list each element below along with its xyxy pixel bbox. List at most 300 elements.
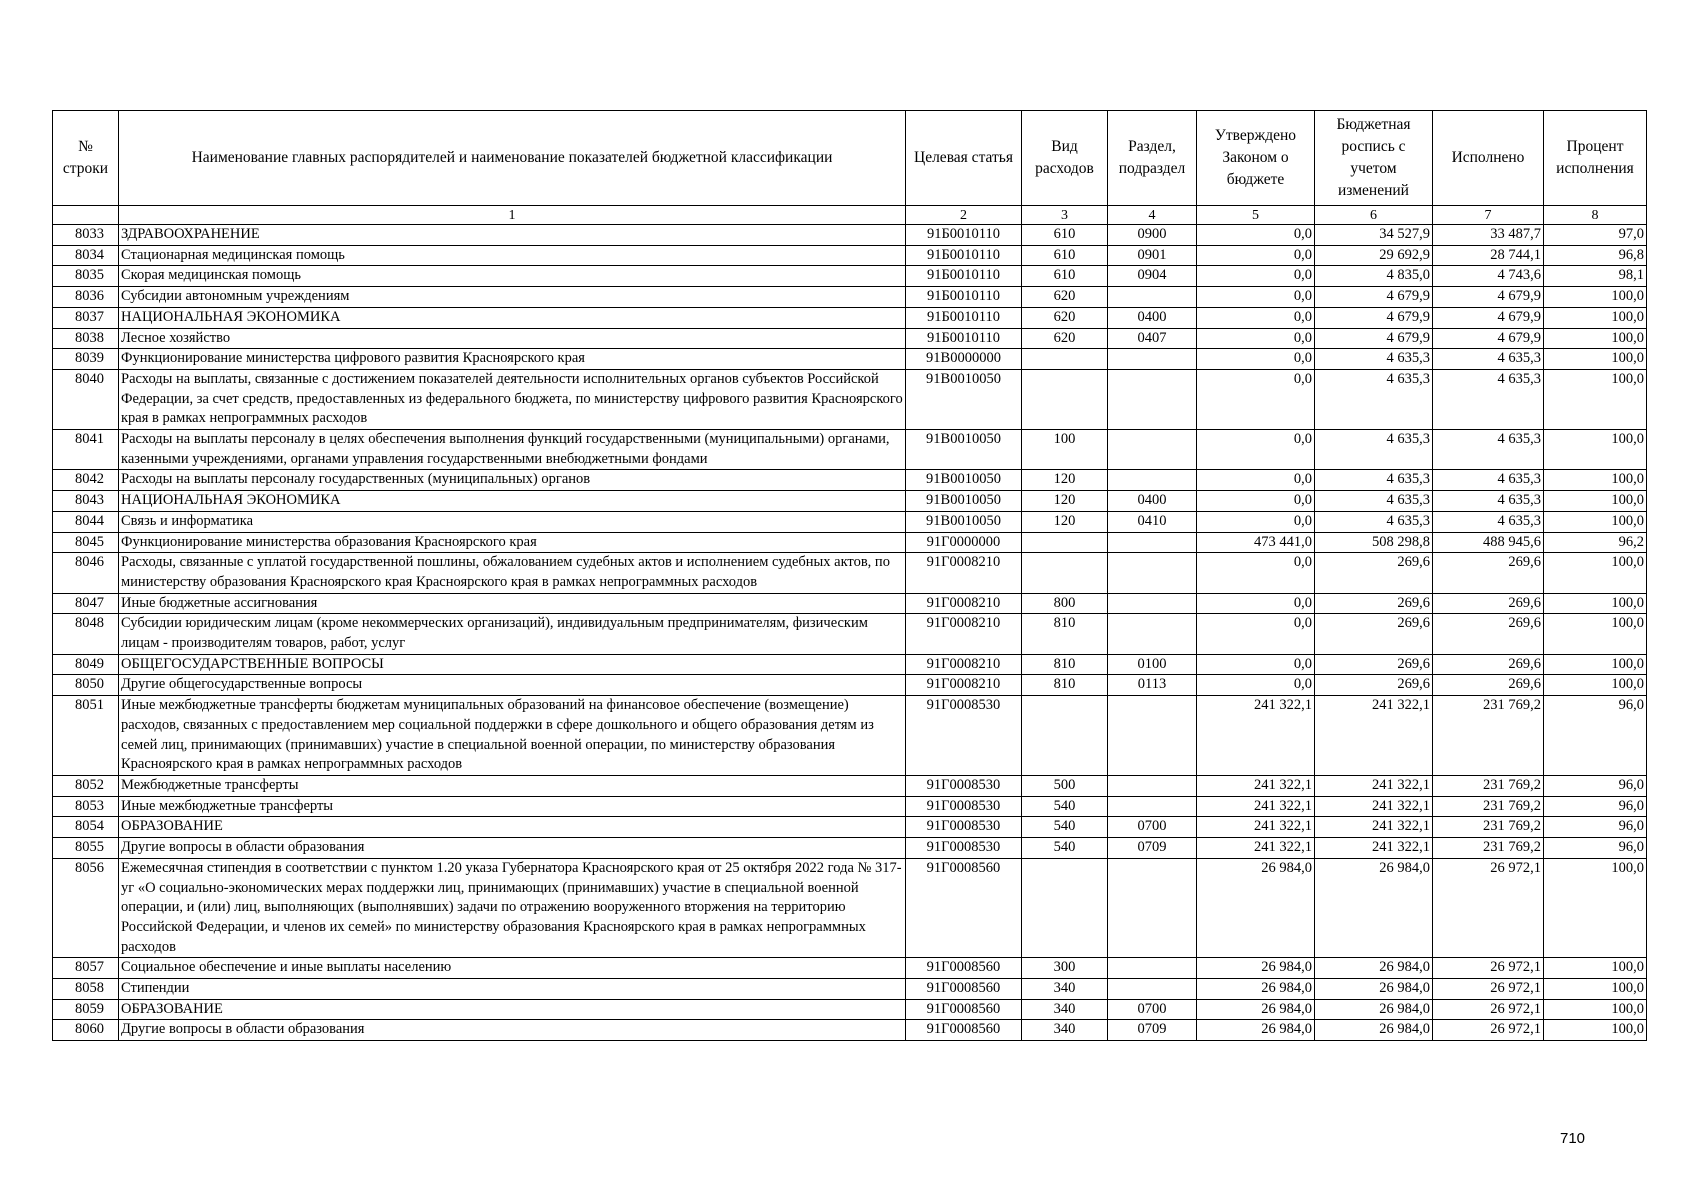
- target-article-cell: 91Г0008560: [906, 979, 1022, 1000]
- table-body: [53, 225, 1647, 1041]
- table-row: [53, 817, 1647, 838]
- percent-cell: 100,0: [1544, 369, 1647, 429]
- executed-cell: 26 972,1: [1433, 958, 1544, 979]
- section-cell: [1108, 958, 1197, 979]
- table-row: [53, 369, 1647, 429]
- percent-cell: 100,0: [1544, 430, 1647, 470]
- budget-list-cell: 4 635,3: [1315, 470, 1433, 491]
- approved-cell: 0,0: [1197, 266, 1315, 287]
- section-cell: [1108, 532, 1197, 553]
- header-cell-target-article: Целевая статья: [906, 111, 1022, 206]
- row-number-cell: 8060: [53, 1020, 119, 1041]
- budget-list-cell: 241 322,1: [1315, 838, 1433, 859]
- expense-type-cell: 810: [1022, 614, 1108, 654]
- approved-cell: 0,0: [1197, 430, 1315, 470]
- executed-cell: 26 972,1: [1433, 1020, 1544, 1041]
- budget-list-cell: 34 527,9: [1315, 225, 1433, 246]
- name-cell: Функционирование министерства образования Красноярского края: [119, 532, 906, 553]
- approved-cell: 0,0: [1197, 225, 1315, 246]
- percent-cell: 100,0: [1544, 553, 1647, 593]
- target-article-cell: 91Г0008210: [906, 614, 1022, 654]
- row-number-cell: 8048: [53, 614, 119, 654]
- expense-type-cell: 340: [1022, 1020, 1108, 1041]
- name-cell: Социальное обеспечение и иные выплаты населению: [119, 958, 906, 979]
- approved-cell: 26 984,0: [1197, 979, 1315, 1000]
- target-article-cell: 91В0010050: [906, 470, 1022, 491]
- header-cell-section: Раздел, подраздел: [1108, 111, 1197, 206]
- percent-cell: 100,0: [1544, 470, 1647, 491]
- budget-list-cell: 269,6: [1315, 553, 1433, 593]
- budget-list-cell: 4 679,9: [1315, 328, 1433, 349]
- section-cell: 0410: [1108, 511, 1197, 532]
- approved-cell: 0,0: [1197, 491, 1315, 512]
- executed-cell: 26 972,1: [1433, 979, 1544, 1000]
- percent-cell: 100,0: [1544, 958, 1647, 979]
- name-cell: Другие общегосударственные вопросы: [119, 675, 906, 696]
- name-cell: Расходы на выплаты персоналу в целях обеспечения выполнения функций государственными (муниципальными) органами, казенными учреждениями, органами управления государственными внебюджетными фондами: [119, 430, 906, 470]
- row-number-cell: 8049: [53, 654, 119, 675]
- row-number-cell: 8035: [53, 266, 119, 287]
- name-cell: Иные межбюджетные трансферты бюджетам муниципальных образований на финансовое обеспечение (возмещение) расходов, связанных с предоставлением мер социальной поддержки в сфере дошкольного и общего образования детям из семей лиц, принимающих (принимавших) участие в специальной военной операции, по министерству образования Красноярского края в рамках непрограммных расходов: [119, 696, 906, 776]
- percent-cell: 100,0: [1544, 511, 1647, 532]
- expense-type-cell: 620: [1022, 287, 1108, 308]
- table-row: [53, 511, 1647, 532]
- approved-cell: 0,0: [1197, 245, 1315, 266]
- column-number: 4: [1108, 206, 1197, 225]
- table-row: [53, 307, 1647, 328]
- expense-type-cell: 300: [1022, 958, 1108, 979]
- section-cell: [1108, 858, 1197, 958]
- row-number-cell: 8047: [53, 593, 119, 614]
- header-cell-name: Наименование главных распорядителей и наименование показателей бюджетной классификации: [119, 111, 906, 206]
- section-cell: [1108, 696, 1197, 776]
- expense-type-cell: [1022, 696, 1108, 776]
- target-article-cell: 91Б0010110: [906, 266, 1022, 287]
- header-cell-expense-type: Вид расходов: [1022, 111, 1108, 206]
- approved-cell: 0,0: [1197, 307, 1315, 328]
- row-number-cell: 8041: [53, 430, 119, 470]
- expense-type-cell: [1022, 553, 1108, 593]
- budget-list-cell: 4 635,3: [1315, 511, 1433, 532]
- executed-cell: 269,6: [1433, 614, 1544, 654]
- name-cell: Иные бюджетные ассигнования: [119, 593, 906, 614]
- table-row: [53, 349, 1647, 370]
- table-row: [53, 328, 1647, 349]
- target-article-cell: 91Г0008210: [906, 675, 1022, 696]
- budget-list-cell: 4 635,3: [1315, 349, 1433, 370]
- approved-cell: 241 322,1: [1197, 696, 1315, 776]
- expense-type-cell: 610: [1022, 225, 1108, 246]
- target-article-cell: 91Г0008560: [906, 1020, 1022, 1041]
- approved-cell: 0,0: [1197, 593, 1315, 614]
- table-row: [53, 775, 1647, 796]
- row-number-cell: 8038: [53, 328, 119, 349]
- budget-list-cell: 4 679,9: [1315, 307, 1433, 328]
- expense-type-cell: 500: [1022, 775, 1108, 796]
- executed-cell: 269,6: [1433, 553, 1544, 593]
- name-cell: Стационарная медицинская помощь: [119, 245, 906, 266]
- executed-cell: 269,6: [1433, 675, 1544, 696]
- section-cell: [1108, 796, 1197, 817]
- name-cell: Стипендии: [119, 979, 906, 1000]
- row-number-cell: 8033: [53, 225, 119, 246]
- name-cell: Другие вопросы в области образования: [119, 838, 906, 859]
- section-cell: [1108, 349, 1197, 370]
- expense-type-cell: 540: [1022, 796, 1108, 817]
- row-number-cell: 8057: [53, 958, 119, 979]
- budget-list-cell: 26 984,0: [1315, 858, 1433, 958]
- name-cell: Расходы на выплаты, связанные с достижением показателей деятельности исполнительных органов субъектов Российской Федерации, за счет средств, предоставленных из федерального бюджета, по министерству цифрового развития Красноярского края в рамках непрограммных расходов: [119, 369, 906, 429]
- approved-cell: 0,0: [1197, 470, 1315, 491]
- target-article-cell: 91Б0010110: [906, 225, 1022, 246]
- header-row: [53, 111, 1647, 206]
- expense-type-cell: 610: [1022, 266, 1108, 287]
- percent-cell: 96,0: [1544, 775, 1647, 796]
- target-article-cell: 91Г0008530: [906, 775, 1022, 796]
- section-cell: 0709: [1108, 838, 1197, 859]
- percent-cell: 100,0: [1544, 979, 1647, 1000]
- name-cell: Ежемесячная стипендия в соответствии с пунктом 1.20 указа Губернатора Красноярского края от 25 октября 2022 года № 317-уг «О социально-экономических мерах поддержки лиц, принимающих (принимавших) участие в специальной военной операции, и (или) лиц, выполняющих (выполнявших) задачи по отражению вооруженного вторжения на территорию Российской Федерации, и членов их семей» по министерству образования Красноярского края в рамках непрограммных расходов: [119, 858, 906, 958]
- name-cell: Субсидии автономным учреждениям: [119, 287, 906, 308]
- executed-cell: 4 635,3: [1433, 491, 1544, 512]
- column-number: 6: [1315, 206, 1433, 225]
- executed-cell: 4 635,3: [1433, 470, 1544, 491]
- target-article-cell: 91Б0010110: [906, 245, 1022, 266]
- expense-type-cell: 120: [1022, 491, 1108, 512]
- name-cell: Лесное хозяйство: [119, 328, 906, 349]
- table-row: [53, 654, 1647, 675]
- approved-cell: 0,0: [1197, 287, 1315, 308]
- section-cell: [1108, 553, 1197, 593]
- percent-cell: 100,0: [1544, 287, 1647, 308]
- budget-list-cell: 508 298,8: [1315, 532, 1433, 553]
- approved-cell: 0,0: [1197, 654, 1315, 675]
- approved-cell: 26 984,0: [1197, 958, 1315, 979]
- header-cell-budget-list: Бюджетная роспись с учетом изменений: [1315, 111, 1433, 206]
- expense-type-cell: [1022, 349, 1108, 370]
- table-row: [53, 796, 1647, 817]
- target-article-cell: 91В0000000: [906, 349, 1022, 370]
- name-cell: ОБРАЗОВАНИЕ: [119, 817, 906, 838]
- section-cell: 0901: [1108, 245, 1197, 266]
- executed-cell: 231 769,2: [1433, 775, 1544, 796]
- executed-cell: 269,6: [1433, 654, 1544, 675]
- target-article-cell: 91Г0008560: [906, 958, 1022, 979]
- row-number-cell: 8043: [53, 491, 119, 512]
- expense-type-cell: 810: [1022, 654, 1108, 675]
- percent-cell: 100,0: [1544, 328, 1647, 349]
- approved-cell: 0,0: [1197, 675, 1315, 696]
- approved-cell: 0,0: [1197, 369, 1315, 429]
- approved-cell: 0,0: [1197, 511, 1315, 532]
- name-cell: Скорая медицинская помощь: [119, 266, 906, 287]
- expense-type-cell: 340: [1022, 999, 1108, 1020]
- executed-cell: 231 769,2: [1433, 838, 1544, 859]
- section-cell: 0400: [1108, 491, 1197, 512]
- target-article-cell: 91В0010050: [906, 511, 1022, 532]
- budget-list-cell: 4 635,3: [1315, 430, 1433, 470]
- target-article-cell: 91Г0008210: [906, 654, 1022, 675]
- column-number: 8: [1544, 206, 1647, 225]
- expense-type-cell: [1022, 532, 1108, 553]
- section-cell: 0113: [1108, 675, 1197, 696]
- table-row: [53, 614, 1647, 654]
- section-cell: 0100: [1108, 654, 1197, 675]
- percent-cell: 100,0: [1544, 858, 1647, 958]
- executed-cell: 269,6: [1433, 593, 1544, 614]
- target-article-cell: 91В0010050: [906, 369, 1022, 429]
- name-cell: Расходы на выплаты персоналу государственных (муниципальных) органов: [119, 470, 906, 491]
- approved-cell: 0,0: [1197, 328, 1315, 349]
- table-row: [53, 266, 1647, 287]
- header-cell-approved: Утверждено Законом о бюджете: [1197, 111, 1315, 206]
- name-cell: Расходы, связанные с уплатой государственной пошлины, обжалованием судебных актов и исполнением судебных актов, по министерству образования Красноярского края Красноярского края в рамках непрограммных расходов: [119, 553, 906, 593]
- header-cell-executed: Исполнено: [1433, 111, 1544, 206]
- section-cell: [1108, 775, 1197, 796]
- percent-cell: 100,0: [1544, 491, 1647, 512]
- section-cell: 0904: [1108, 266, 1197, 287]
- section-cell: [1108, 287, 1197, 308]
- table-row: [53, 999, 1647, 1020]
- name-cell: Другие вопросы в области образования: [119, 1020, 906, 1041]
- target-article-cell: 91Г0008210: [906, 593, 1022, 614]
- approved-cell: 0,0: [1197, 349, 1315, 370]
- budget-list-cell: 4 635,3: [1315, 491, 1433, 512]
- expense-type-cell: 810: [1022, 675, 1108, 696]
- row-number-cell: 8042: [53, 470, 119, 491]
- expense-type-cell: 120: [1022, 470, 1108, 491]
- percent-cell: 100,0: [1544, 654, 1647, 675]
- row-number-cell: 8055: [53, 838, 119, 859]
- column-number: 2: [906, 206, 1022, 225]
- executed-cell: 4 743,6: [1433, 266, 1544, 287]
- expense-type-cell: 610: [1022, 245, 1108, 266]
- expense-type-cell: [1022, 369, 1108, 429]
- percent-cell: 100,0: [1544, 593, 1647, 614]
- budget-list-cell: 269,6: [1315, 675, 1433, 696]
- budget-list-cell: 26 984,0: [1315, 979, 1433, 1000]
- name-cell: ЗДРАВООХРАНЕНИЕ: [119, 225, 906, 246]
- executed-cell: 28 744,1: [1433, 245, 1544, 266]
- percent-cell: 100,0: [1544, 349, 1647, 370]
- section-cell: [1108, 430, 1197, 470]
- table-row: [53, 287, 1647, 308]
- budget-list-cell: 26 984,0: [1315, 999, 1433, 1020]
- row-number-cell: 8034: [53, 245, 119, 266]
- approved-cell: 0,0: [1197, 553, 1315, 593]
- table-row: [53, 858, 1647, 958]
- section-cell: 0400: [1108, 307, 1197, 328]
- percent-cell: 96,0: [1544, 696, 1647, 776]
- row-number-cell: 8039: [53, 349, 119, 370]
- table-row: [53, 675, 1647, 696]
- executed-cell: 231 769,2: [1433, 817, 1544, 838]
- approved-cell: 0,0: [1197, 614, 1315, 654]
- target-article-cell: 91Г0008560: [906, 858, 1022, 958]
- target-article-cell: 91В0010050: [906, 491, 1022, 512]
- expense-type-cell: 540: [1022, 838, 1108, 859]
- table-header: [53, 111, 1647, 225]
- section-cell: 0700: [1108, 999, 1197, 1020]
- section-cell: 0700: [1108, 817, 1197, 838]
- percent-cell: 96,0: [1544, 796, 1647, 817]
- percent-cell: 100,0: [1544, 675, 1647, 696]
- section-cell: [1108, 979, 1197, 1000]
- budget-list-cell: 269,6: [1315, 593, 1433, 614]
- column-number: 3: [1022, 206, 1108, 225]
- percent-cell: 96,2: [1544, 532, 1647, 553]
- percent-cell: 96,0: [1544, 817, 1647, 838]
- percent-cell: 97,0: [1544, 225, 1647, 246]
- name-cell: Иные межбюджетные трансферты: [119, 796, 906, 817]
- section-cell: [1108, 470, 1197, 491]
- percent-cell: 100,0: [1544, 614, 1647, 654]
- name-cell: Субсидии юридическим лицам (кроме некоммерческих организаций), индивидуальным предпринимателям, физическим лицам - производителям товаров, работ, услуг: [119, 614, 906, 654]
- executed-cell: 488 945,6: [1433, 532, 1544, 553]
- budget-list-cell: 269,6: [1315, 654, 1433, 675]
- approved-cell: 241 322,1: [1197, 817, 1315, 838]
- expense-type-cell: 800: [1022, 593, 1108, 614]
- section-cell: [1108, 369, 1197, 429]
- percent-cell: 98,1: [1544, 266, 1647, 287]
- approved-cell: 26 984,0: [1197, 999, 1315, 1020]
- executed-cell: 4 635,3: [1433, 349, 1544, 370]
- table-row: [53, 593, 1647, 614]
- section-cell: 0709: [1108, 1020, 1197, 1041]
- executed-cell: 4 635,3: [1433, 369, 1544, 429]
- approved-cell: 26 984,0: [1197, 1020, 1315, 1041]
- budget-table: [52, 110, 1647, 1041]
- target-article-cell: 91Б0010110: [906, 328, 1022, 349]
- executed-cell: 33 487,7: [1433, 225, 1544, 246]
- budget-list-cell: 29 692,9: [1315, 245, 1433, 266]
- table-row: [53, 532, 1647, 553]
- target-article-cell: 91Г0000000: [906, 532, 1022, 553]
- table-row: [53, 979, 1647, 1000]
- name-cell: НАЦИОНАЛЬНАЯ ЭКОНОМИКА: [119, 491, 906, 512]
- expense-type-cell: [1022, 858, 1108, 958]
- table-row: [53, 553, 1647, 593]
- name-cell: ОБЩЕГОСУДАРСТВЕННЫЕ ВОПРОСЫ: [119, 654, 906, 675]
- column-number: 1: [119, 206, 906, 225]
- section-cell: 0407: [1108, 328, 1197, 349]
- budget-list-cell: 241 322,1: [1315, 817, 1433, 838]
- table-row: [53, 491, 1647, 512]
- approved-cell: 241 322,1: [1197, 775, 1315, 796]
- table-row: [53, 225, 1647, 246]
- column-number: [53, 206, 119, 225]
- target-article-cell: 91Г0008210: [906, 553, 1022, 593]
- budget-list-cell: 241 322,1: [1315, 696, 1433, 776]
- target-article-cell: 91Б0010110: [906, 287, 1022, 308]
- row-number-cell: 8054: [53, 817, 119, 838]
- budget-list-cell: 4 679,9: [1315, 287, 1433, 308]
- executed-cell: 4 635,3: [1433, 511, 1544, 532]
- table-row: [53, 1020, 1647, 1041]
- column-number: 5: [1197, 206, 1315, 225]
- percent-cell: 100,0: [1544, 307, 1647, 328]
- name-cell: Функционирование министерства цифрового развития Красноярского края: [119, 349, 906, 370]
- page-number: 710: [1560, 1130, 1586, 1147]
- percent-cell: 96,0: [1544, 838, 1647, 859]
- header-cell-percent: Процент исполнения: [1544, 111, 1647, 206]
- budget-list-cell: 4 635,3: [1315, 369, 1433, 429]
- target-article-cell: 91Б0010110: [906, 307, 1022, 328]
- name-cell: НАЦИОНАЛЬНАЯ ЭКОНОМИКА: [119, 307, 906, 328]
- executed-cell: 26 972,1: [1433, 858, 1544, 958]
- section-cell: [1108, 593, 1197, 614]
- target-article-cell: 91Г0008530: [906, 696, 1022, 776]
- budget-list-cell: 26 984,0: [1315, 958, 1433, 979]
- approved-cell: 241 322,1: [1197, 838, 1315, 859]
- target-article-cell: 91В0010050: [906, 430, 1022, 470]
- approved-cell: 473 441,0: [1197, 532, 1315, 553]
- expense-type-cell: 620: [1022, 307, 1108, 328]
- row-number-cell: 8052: [53, 775, 119, 796]
- row-number-cell: 8053: [53, 796, 119, 817]
- executed-cell: 231 769,2: [1433, 796, 1544, 817]
- name-cell: ОБРАЗОВАНИЕ: [119, 999, 906, 1020]
- row-number-cell: 8050: [53, 675, 119, 696]
- expense-type-cell: 100: [1022, 430, 1108, 470]
- budget-list-cell: 241 322,1: [1315, 796, 1433, 817]
- percent-cell: 96,8: [1544, 245, 1647, 266]
- section-cell: 0900: [1108, 225, 1197, 246]
- executed-cell: 4 679,9: [1433, 307, 1544, 328]
- percent-cell: 100,0: [1544, 999, 1647, 1020]
- table-row: [53, 245, 1647, 266]
- row-number-cell: 8044: [53, 511, 119, 532]
- percent-cell: 100,0: [1544, 1020, 1647, 1041]
- target-article-cell: 91Г0008560: [906, 999, 1022, 1020]
- expense-type-cell: 340: [1022, 979, 1108, 1000]
- table-row: [53, 696, 1647, 776]
- row-number-cell: 8037: [53, 307, 119, 328]
- row-number-cell: 8056: [53, 858, 119, 958]
- section-cell: [1108, 614, 1197, 654]
- executed-cell: 231 769,2: [1433, 696, 1544, 776]
- executed-cell: 4 679,9: [1433, 328, 1544, 349]
- executed-cell: 26 972,1: [1433, 999, 1544, 1020]
- target-article-cell: 91Г0008530: [906, 817, 1022, 838]
- budget-list-cell: 4 835,0: [1315, 266, 1433, 287]
- executed-cell: 4 635,3: [1433, 430, 1544, 470]
- budget-list-cell: 269,6: [1315, 614, 1433, 654]
- approved-cell: 241 322,1: [1197, 796, 1315, 817]
- row-number-cell: 8040: [53, 369, 119, 429]
- name-cell: Межбюджетные трансферты: [119, 775, 906, 796]
- column-number-row: [53, 206, 1647, 225]
- table-row: [53, 430, 1647, 470]
- row-number-cell: 8051: [53, 696, 119, 776]
- table-row: [53, 838, 1647, 859]
- approved-cell: 26 984,0: [1197, 858, 1315, 958]
- table-row: [53, 958, 1647, 979]
- expense-type-cell: 120: [1022, 511, 1108, 532]
- row-number-cell: 8059: [53, 999, 119, 1020]
- target-article-cell: 91Г0008530: [906, 838, 1022, 859]
- row-number-cell: 8046: [53, 553, 119, 593]
- header-cell-row-number: № строки: [53, 111, 119, 206]
- row-number-cell: 8058: [53, 979, 119, 1000]
- table-row: [53, 470, 1647, 491]
- name-cell: Связь и информатика: [119, 511, 906, 532]
- executed-cell: 4 679,9: [1433, 287, 1544, 308]
- budget-list-cell: 26 984,0: [1315, 1020, 1433, 1041]
- budget-list-cell: 241 322,1: [1315, 775, 1433, 796]
- row-number-cell: 8036: [53, 287, 119, 308]
- row-number-cell: 8045: [53, 532, 119, 553]
